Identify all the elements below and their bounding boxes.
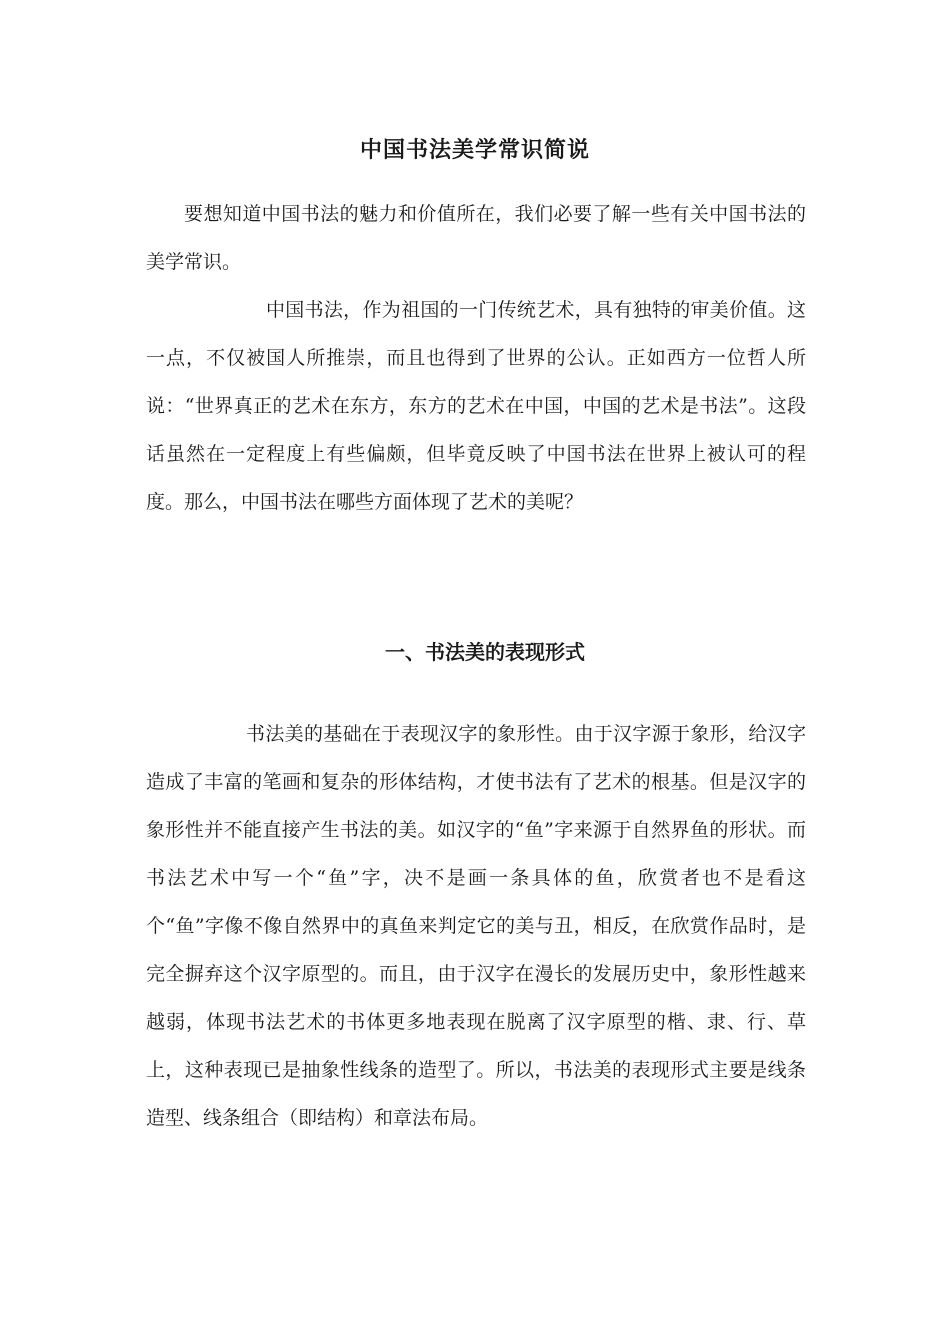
section-paragraph: 书法美的基础在于表现汉字的象形性。由于汉字源于象形，给汉字造成了丰富的笔画和复杂的形体结构，才使书法有了艺术的根基。但是汉字的象形性并不能直接产生书法的美。如汉字的“鱼”字来源于自然界鱼的形状。而书法艺术中写一个“鱼”字，决不是画一条具体的鱼，欣赏者也不是看这个“鱼”字像不像自然界中的真鱼来判定它的美与丑，相反，在欣赏作品时，是完全摒弃这个汉字原型的。而且，由于汉字在漫长的发展历史中，象形性越来越弱，体现书法艺术的书体更多地表现在脱离了汉字原型的楷、隶、行、草上，这种表现已是抽象性线条的造型了。所以，书法美的表现形式主要是线条造型、线条组合（即结构）和章法布局。 [146, 723, 806, 1129]
body-paragraph: 中国书法，作为祖国的一门传统艺术，具有独特的审美价值。这一点，不仅被国人所推崇，而且也得到了世界的公认。正如西方一位哲人所说：“世界真正的艺术在东方，东方的艺术在中国，中国的艺术是书法”。这段话虽然在一定程度上有些偏颇，但毕竟反映了中国书法在世界上被认可的程度。那么，中国书法在哪些方面体现了艺术的美呢？ [146, 299, 806, 513]
document-title: 中国书法美学常识简说 [359, 136, 590, 163]
section-heading: 一、书法美的表现形式 [385, 639, 585, 664]
intro-paragraph: 要想知道中国书法的魅力和价值所在，我们必要了解一些有关中国书法的美学常识。 [146, 203, 806, 273]
